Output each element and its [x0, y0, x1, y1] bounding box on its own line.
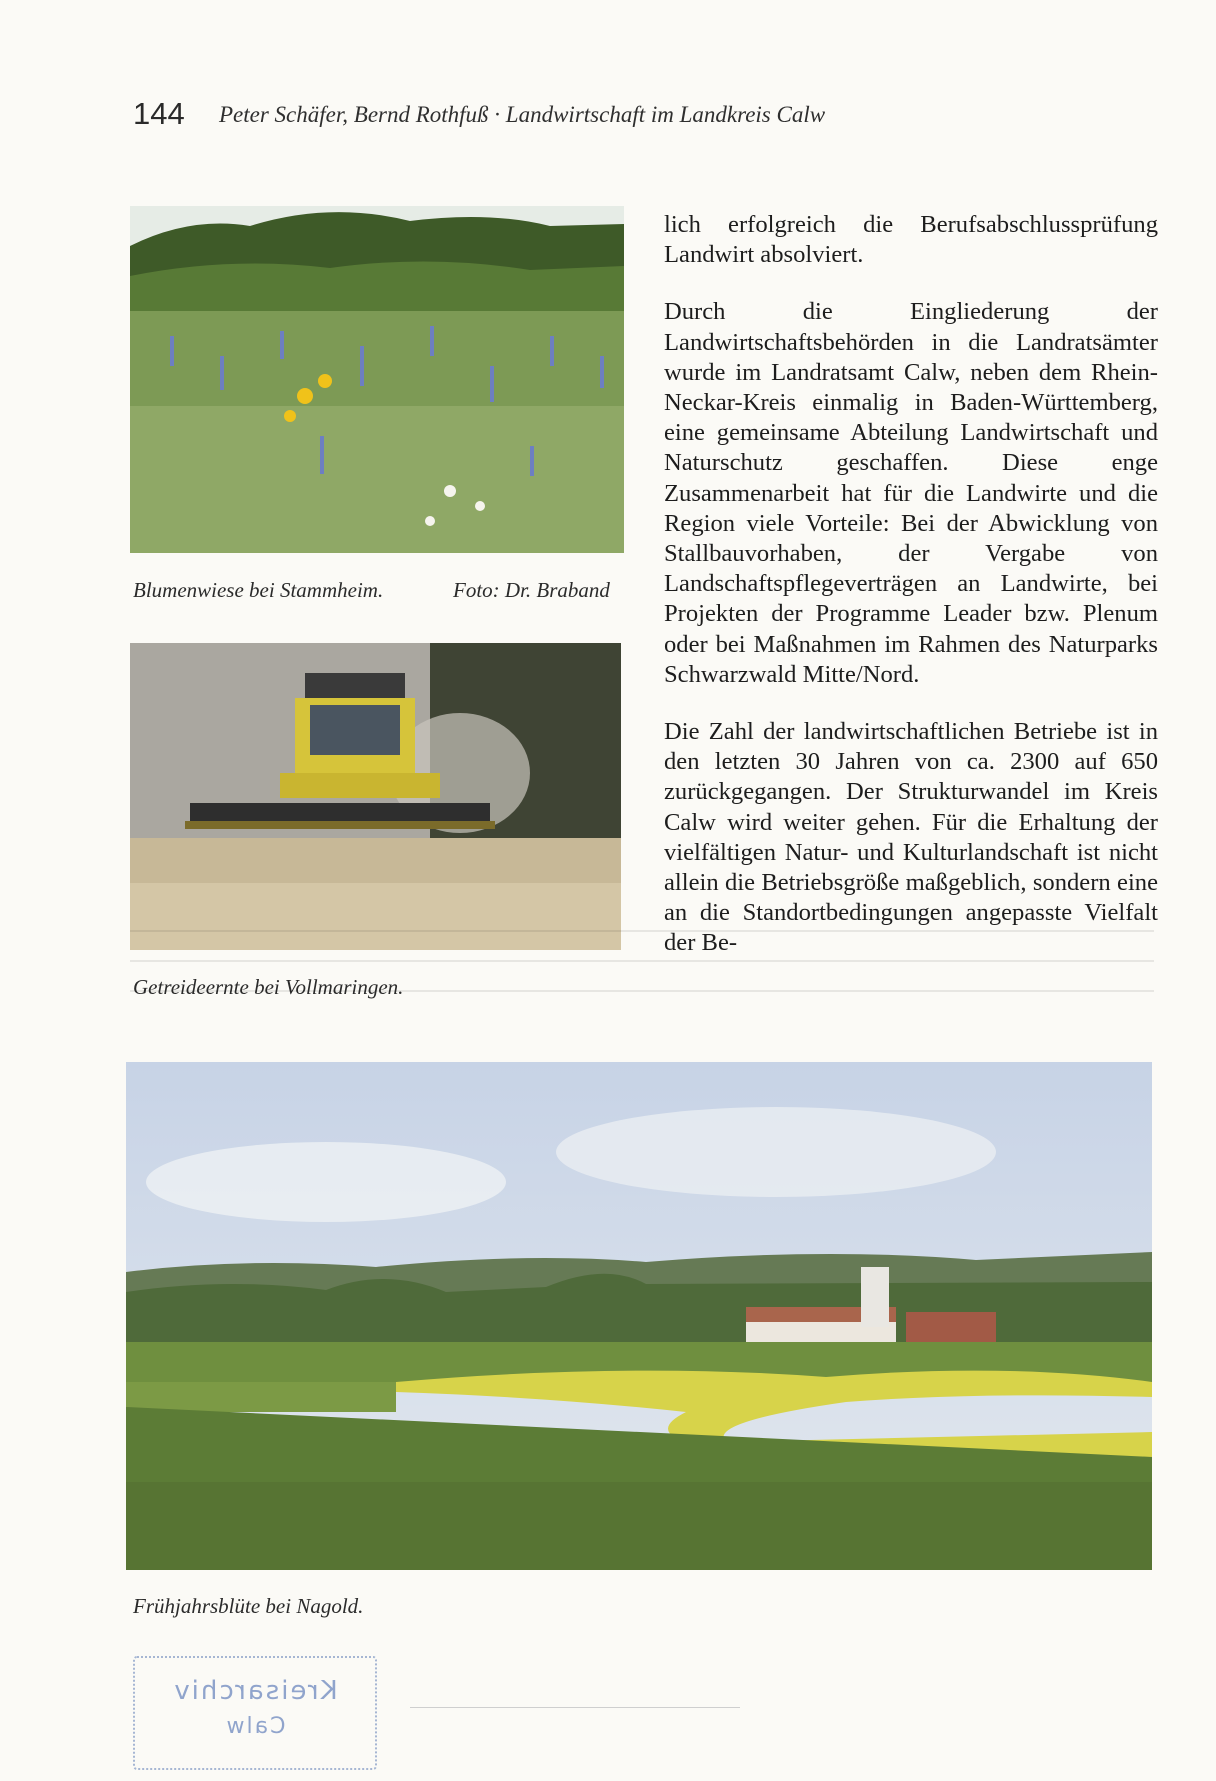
figure-caption-1: Blumenwiese bei Stammheim. — [133, 578, 384, 602]
running-header — [133, 96, 1033, 140]
body-paragraph: Die Zahl der landwirtschaftlichen Betriebe ist in den letzten 30 Jahren von ca. 2300 auf 650 zurückgegangen. Der Strukturwandel im Kreis Calw wird weiter gehen. Für die Erhaltung der vielfältigen Natur- und Kulturlandschaft ist nicht allein die Betriebsgröße maßgeblich, sondern eine an die Standortbedingungen angepasste Vielfalt der Be- — [664, 718, 1158, 957]
stamp-text-line1: Kreisarchiv — [172, 1676, 338, 1706]
figure-caption-3: Frühjahrsblüte bei Nagold. — [133, 1594, 364, 1618]
divider — [410, 1707, 740, 1708]
body-paragraph: Durch die Eingliederung der Landwirtschaftsbehörden in die Landratsämter wurde im Landratsamt Calw, neben dem Rhein-Neckar-Kreis einmalig in Baden-Württemberg, eine gemeinsame Abteilung Landwirtschaft und Naturschutz geschaffen. Diese enge Zusammenarbeit hat für die Landwirte und die Region viele Vorteile: Bei der Abwicklung von Stallbauvorhaben, der Vergabe von Landschaftspflegeverträgen an Landwirte, bei Projekten der Programme Leader bzw. Plenum oder bei Maßnahmen im Rahmen des Naturparks Schwarzwald Mitte/Nord. — [664, 298, 1158, 688]
body-text-column — [664, 210, 1158, 986]
show-through-text — [130, 930, 1154, 1000]
stamp-text-line2: Calw — [224, 1714, 286, 1739]
photo-spring-landscape — [126, 1062, 1152, 1570]
page-number: 144 — [133, 96, 185, 131]
photo-credit-1: Foto: Dr. Braband — [453, 578, 610, 602]
archive-stamp — [133, 1656, 377, 1770]
figure-caption-2: Getreideernte bei Vollmaringen. — [133, 975, 404, 999]
photo-combine-harvester — [130, 643, 621, 950]
body-paragraph: lich erfolgreich die Berufsabschlussprüfung Landwirt absolviert. — [664, 211, 1158, 269]
running-head-title: Peter Schäfer, Bernd Rothfuß · Landwirtschaft im Landkreis Calw — [219, 102, 826, 127]
photo-flower-meadow — [130, 206, 624, 553]
